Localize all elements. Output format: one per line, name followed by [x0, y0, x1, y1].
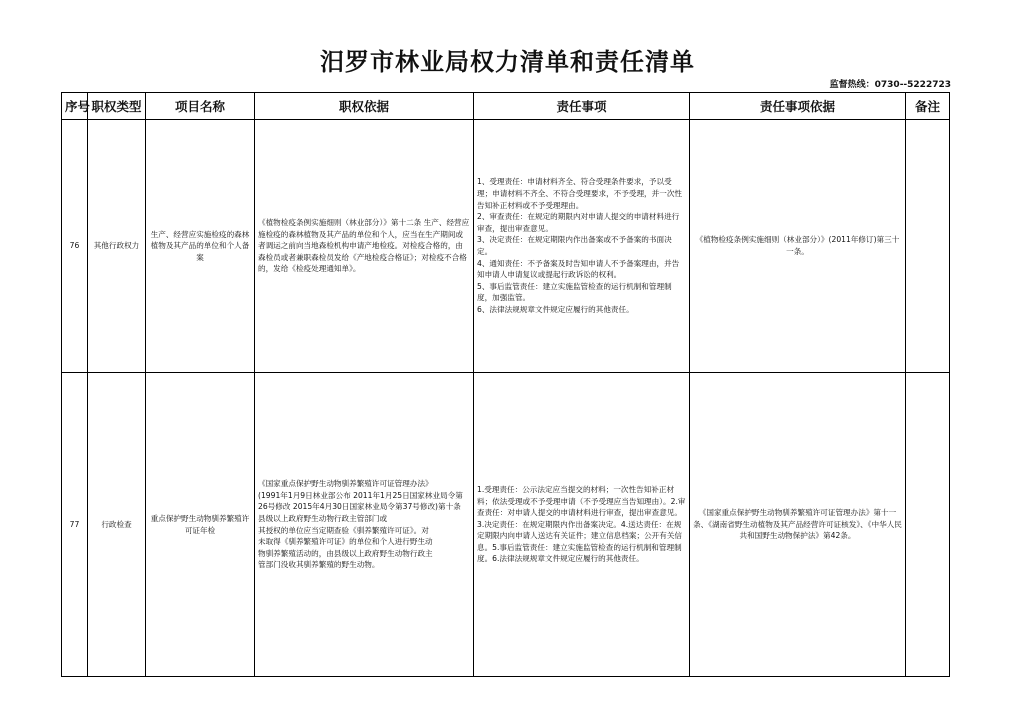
power-type: 其他行政权力	[88, 120, 146, 373]
power-basis: 《植物检疫条例实施细则（林业部分）》第十二条 生产、经营应施检疫的森林植物及其产品的单位和个人，应当在生产期间或者调运之前向当地森检机构申请产地检疫。对检疫合格的，由森检员或者兼职森检员发给《产地检疫合格证》；对检疫不合格的，发给《检疫处理通知单》。	[255, 120, 474, 373]
responsibility-basis: 《植物检疫条例实施细则（林业部分）》(2011年修订)第三十一条。	[690, 120, 906, 373]
item-name: 重点保护野生动物驯养繁殖许可证年检	[146, 373, 255, 677]
basis-line: 其授权的单位应当定期查验《驯养繁殖许可证》。对	[258, 525, 429, 535]
header-type: 职权类型	[88, 93, 146, 120]
responsibility-line: 1、受理责任：申请材料齐全、符合受理条件要求，予以受理；申请材料不齐全、不符合受理要求，不予受理，并一次性告知补正材料或不予受理理由。	[477, 177, 683, 210]
header-basis: 职权依据	[255, 93, 474, 120]
basis-line: 《国家重点保护野生动物驯养繁殖许可证管理办法》	[258, 479, 433, 489]
basis-line: 管部门没收其驯养繁殖的野生动物。	[258, 560, 380, 570]
power-list-table	[61, 92, 950, 677]
responsibility-line: 5、事后监管责任：建立实施监管检查的运行机制和管理制度，加强监管。	[477, 281, 672, 303]
power-type: 行政检查	[88, 373, 146, 677]
power-basis	[255, 373, 474, 677]
item-name: 生产、经营应实施检疫的森林植物及其产品的单位和个人备案	[146, 120, 255, 373]
basis-line: 未取得《驯养繁殖许可证》的单位和个人进行野生动	[258, 537, 433, 547]
note-cell	[906, 120, 950, 373]
responsibility-items: 1.受理责任：公示法定应当提交的材料；一次性告知补正材料；依法受理或不予受理申请（不予受理应当告知理由）。2.审查责任：对申请人提交的申请材料进行审查，提出审查意见。3.决定责任：在规定期限内作出备案决定。4.送达责任：在规定期限内向申请人送达有关证件；建立信息档案；公开有关信息。5.事后监管责任：建立实施监管检查的运行机制和管理制度。6.法律法规规章文件规定应履行的其他责任。	[474, 373, 690, 677]
table-row	[62, 373, 950, 677]
responsibility-items	[474, 120, 690, 373]
note-cell	[906, 373, 950, 677]
header-no: 序号	[62, 93, 88, 120]
page-title: 汨罗市林业局权力清单和责任清单	[320, 48, 695, 76]
responsibility-basis: 《国家重点保护野生动物驯养繁殖许可证管理办法》第十一条、《湖南省野生动植物及其产品经营许可证核发》、《中华人民共和国野生动物保护法》第42条。	[690, 373, 906, 677]
responsibility-line: 4、通知责任：不予备案及时告知申请人不予备案理由，并告知申请人申请复议或提起行政诉讼的权利。	[477, 258, 680, 280]
row-number: 76	[62, 120, 88, 373]
row-number: 77	[62, 373, 88, 677]
header-responsibility-basis: 责任事项依据	[690, 93, 906, 120]
header-note: 备注	[906, 93, 950, 120]
responsibility-line: 2、审查责任：在规定的期限内对申请人提交的申请材料进行审查，提出审查意见。	[477, 212, 680, 233]
header-item-name: 项目名称	[146, 93, 255, 120]
responsibility-line: 6、法律法规规章文件规定应履行的其他责任。	[477, 304, 634, 314]
table-row	[62, 120, 950, 373]
basis-line: 物驯养繁殖活动的，由县级以上政府野生动物行政主	[258, 548, 433, 558]
supervision-hotline: 监督热线：0730--5222723	[829, 80, 951, 90]
basis-line: (1991年1月9日林业部公布 2011年1月25日国家林业局令第26号修改 2015年4月30日国家林业局令第37号修改)第十条 县级以上政府野生动物行政主管部门或	[258, 490, 463, 523]
table-header-row	[62, 93, 950, 120]
header-responsibility: 责任事项	[474, 93, 690, 120]
responsibility-line: 3、决定责任：在规定期限内作出备案或不予备案的书面决定。	[477, 235, 672, 256]
